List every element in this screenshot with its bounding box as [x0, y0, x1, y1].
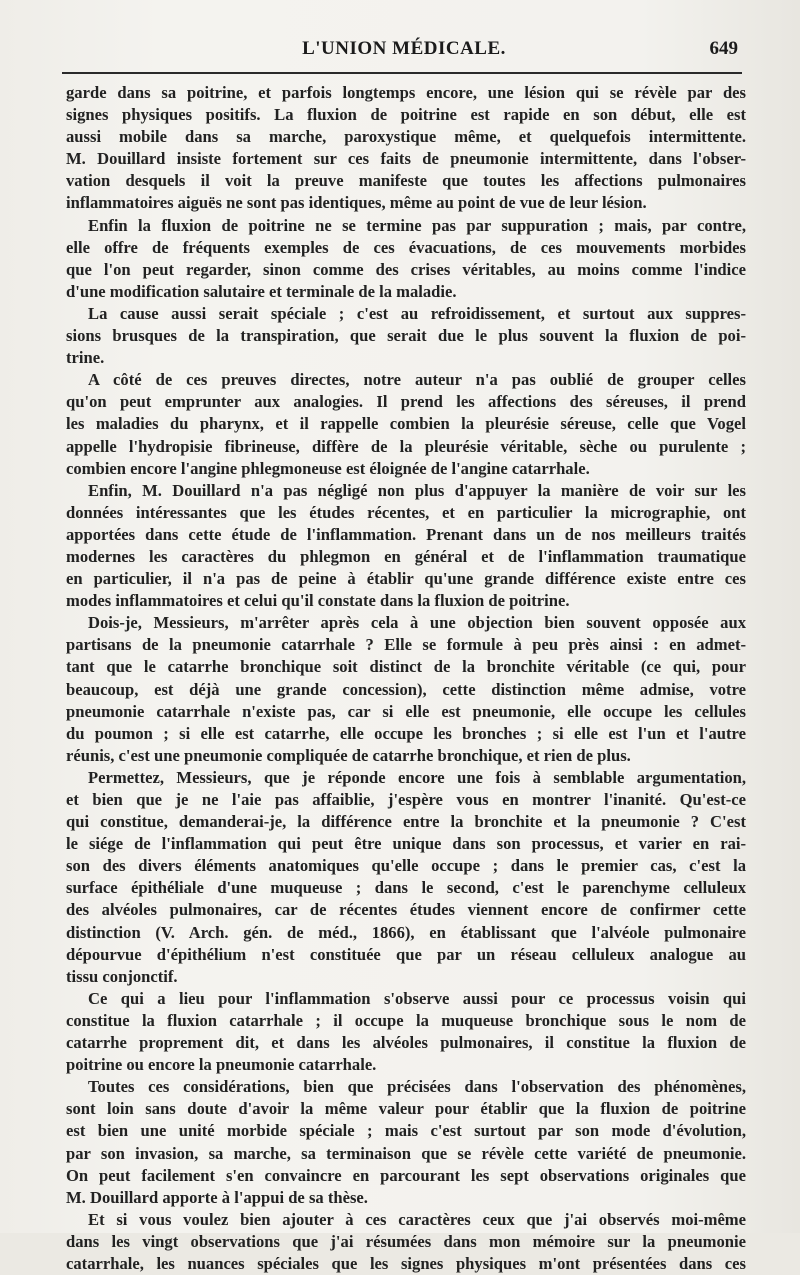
text-line: Ce qui a lieu pour l'inflammation s'observe aussi pour ce processus voisin qui	[88, 988, 746, 1008]
header-rule	[62, 72, 742, 74]
text-line: son des divers éléments anatomiques qu'elle occupe ; dans le premier cas, c'est la	[66, 856, 746, 876]
text-line: distinction (V. Arch. gén. de méd., 1866), en établissant que l'alvéole pulmonaire	[66, 922, 746, 942]
text-line: inflammatoires aiguës ne sont pas identiques, même au point de vue de leur lésion.	[66, 193, 647, 213]
text-line: modes inflammatoires et celui qu'il constate dans la fluxion de poitrine.	[66, 591, 570, 611]
text-line: beaucoup, est déjà une grande concession), cette distinction même admise, votre	[66, 679, 746, 699]
text-line: les maladies du pharynx, et il rappelle combien la pleurésie séreuse, celle que Vogel	[66, 414, 746, 434]
text-line: en particulier, il n'a pas de peine à établir qu'une grande différence existe entre ces	[66, 569, 746, 589]
text-line: constitue la fluxion catarrhale ; il occupe la muqueuse bronchique sous le nom de	[66, 1010, 746, 1030]
text-line: poitrine ou encore la pneumonie catarrhale.	[66, 1055, 377, 1075]
text-line: trine.	[66, 348, 105, 368]
text-line: que l'on peut regarder, sinon comme des crises véritables, au moins comme l'indice	[66, 259, 746, 279]
text-line: d'une modification salutaire et terminale de la maladie.	[66, 281, 457, 301]
text-line: modernes les caractères du phlegmon en général et de l'inflammation traumatique	[66, 546, 746, 566]
text-line: qu'on peut emprunter aux analogies. Il prend les affections des séreuses, il prend	[66, 392, 746, 412]
text-line: apportées dans cette étude de l'inflammation. Prenant dans un de nos meilleurs traités	[66, 524, 746, 544]
text-line: pneumonie catarrhale n'existe pas, car si elle est pneumonie, elle occupe les cellules	[66, 701, 746, 721]
text-line: vation desquels il voit la preuve manifeste que toutes les affections pulmonaires	[66, 171, 746, 191]
text-line: M. Douillard insiste fortement sur ces faits de pneumonie intermittente, dans l'obser-	[66, 149, 746, 169]
text-line: signes physiques positifs. La fluxion de poitrine est rapide en son début, elle est	[66, 105, 746, 125]
text-line: La cause aussi serait spéciale ; c'est au refroidissement, et surtout aux suppres-	[88, 303, 746, 323]
page-number: 649	[709, 38, 738, 59]
text-line: Enfin, M. Douillard n'a pas négligé non plus d'appuyer la manière de voir sur les	[88, 480, 746, 500]
text-line: surface épithéliale d'une muqueuse ; dans le second, c'est le parenchyme celluleux	[66, 878, 746, 898]
text-line: dans les vingt observations que j'ai résumées dans mon mémoire sur la pneumonie	[66, 1231, 746, 1251]
text-line: M. Douillard apporte à l'appui de sa thèse.	[66, 1187, 368, 1207]
text-line: catarrhe proprement dit, et dans les alvéoles pulmonaires, il constitue la fluxion de	[66, 1033, 746, 1053]
text-line: par son invasion, sa marche, sa terminaison que se révèle cette variété de pneumonie.	[66, 1143, 746, 1163]
text-line: aussi mobile dans sa marche, paroxystique même, et quelquefois intermittente.	[66, 127, 746, 147]
text-line: garde dans sa poitrine, et parfois longtemps encore, une lésion qui se révèle par des	[66, 83, 746, 102]
text-line: catarrhale, les nuances spéciales que les signes physiques m'ont présentées dans ces	[66, 1253, 746, 1273]
text-line: appelle l'hydropisie fibrineuse, diffère de la pleurésie véritable, sèche ou purulente ;	[66, 436, 746, 456]
text-line: Enfin la fluxion de poitrine ne se termine pas par suppuration ; mais, par contre,	[88, 215, 746, 235]
text-line: combien encore l'angine phlegmoneuse est éloignée de l'angine catarrhale.	[66, 458, 590, 478]
text-line: sont loin sans doute d'avoir la même valeur pour établir que la fluxion de poitrine	[66, 1099, 746, 1119]
text-line: tant que le catarrhe bronchique soit distinct de la bronchite véritable (ce qui, pour	[66, 657, 746, 677]
text-line: qui constitue, demanderai-je, la différence entre la bronchite et la pneumonie ? C'est	[66, 812, 746, 832]
body-text	[66, 82, 746, 1275]
text-line: On peut facilement s'en convaincre en parcourant les sept observations originales que	[66, 1165, 746, 1185]
text-line: données intéressantes que les études récentes, et en particulier la micrographie, ont	[66, 502, 746, 522]
text-line: Permettez, Messieurs, que je réponde encore une fois à semblable argumentation,	[88, 767, 746, 787]
text-line: tissu conjonctif.	[66, 966, 178, 986]
text-line: Et si vous voulez bien ajouter à ces caractères ceux que j'ai observés moi-même	[88, 1209, 746, 1229]
text-line: du poumon ; si elle est catarrhe, elle occupe les bronches ; si elle est l'un et l'autre	[66, 723, 746, 743]
text-line: est bien une unité morbide spéciale ; mais c'est surtout par son mode d'évolution,	[66, 1121, 746, 1141]
text-line: A côté de ces preuves directes, notre auteur n'a pas oublié de grouper celles	[88, 370, 746, 390]
text-line: Toutes ces considérations, bien que précisées dans l'observation des phénomènes,	[88, 1077, 746, 1097]
text-line: des alvéoles pulmonaires, car de récentes études viennent encore de confirmer cette	[66, 900, 746, 920]
text-line: dépourvue d'épithélium n'est constituée que par un réseau celluleux analogue au	[66, 944, 746, 964]
text-line: Dois-je, Messieurs, m'arrêter après cela à une objection bien souvent opposée aux	[88, 613, 746, 633]
text-line: elle offre de fréquents exemples de ces évacuations, de ces mouvements morbides	[66, 237, 746, 257]
text-line: partisans de la pneumonie catarrhale ? Elle se formule à peu près ainsi : en admet-	[66, 635, 746, 655]
journal-title: L'UNION MÉDICALE.	[302, 38, 506, 59]
text-line: et bien que je ne l'aie pas affaiblie, j'espère vous en montrer l'inanité. Qu'est-ce	[66, 790, 746, 809]
running-header	[66, 38, 742, 68]
text-line: sions brusques de la transpiration, que serait due le plus souvent la fluxion de poi-	[66, 326, 746, 346]
text-line: le siége de l'inflammation qui peut être unique dans son processus, et varier en rai-	[66, 834, 746, 854]
text-line: réunis, c'est une pneumonie compliquée de catarrhe bronchique, et rien de plus.	[66, 745, 631, 765]
